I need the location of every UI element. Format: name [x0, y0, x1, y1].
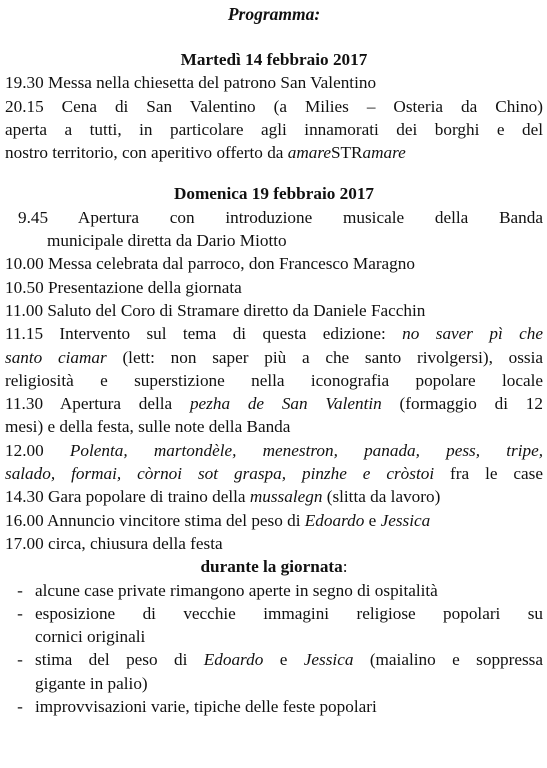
- sunday-item-race: 14.30 Gara popolare di traino della mussalegn (slitta da lavoro): [5, 487, 441, 507]
- tuesday-item-dinner: 20.15 Cena di San Valentino (a Milies – Osteria da Chino): [5, 96, 543, 116]
- sunday-item-cheese: 11.30 Apertura della pezha de San Valentin (formaggio di 12: [5, 394, 543, 414]
- tuesday-heading: Martedì 14 febbraio 2017: [180, 50, 368, 69]
- sunday-heading: Domenica 19 febbraio 2017: [173, 184, 375, 204]
- list-item: - improvvisazioni varie, tipiche delle feste popolari: [5, 695, 543, 718]
- sunday-item-food: 12.00 Polenta, martondèle, menestron, panada, pess, tripe,: [5, 440, 543, 460]
- sunday-item-cheese-cont: mesi) e della festa, sulle note della Banda: [5, 417, 291, 437]
- bullet-dash: -: [17, 603, 23, 623]
- sunday-item-winner: 16.00 Annuncio vincitore stima del peso di Edoardo e Jessica: [5, 510, 431, 530]
- list-item: - esposizione di vecchie immagini religiose popolari su cornici originali: [5, 602, 543, 649]
- sunday-item-opening: 9.45 Apertura con introduzione musicale della Banda: [18, 207, 543, 227]
- list-item: - alcune case private rimangono aperte in segno di ospitalità: [5, 579, 543, 602]
- bullet-dash: -: [17, 580, 23, 600]
- tuesday-item-mass: 19.30 Messa nella chiesetta del patrono San Valentino: [5, 73, 377, 93]
- sunday-item-presentation: 10.50 Presentazione della giornata: [5, 277, 242, 297]
- tuesday-item-dinner-cont: aperta a tutti, in particolare agli innamorati dei borghi e del: [5, 119, 543, 139]
- sunday-item-mass: 10.00 Messa celebrata dal parroco, don Francesco Maragno: [5, 254, 415, 274]
- sunday-item-opening-cont: municipale diretta da Dario Miotto: [47, 231, 287, 251]
- sunday-item-choir: 11.00 Saluto del Coro di Stramare diretto da Daniele Facchin: [5, 300, 426, 320]
- tuesday-item-dinner-end: nostro territorio, con aperitivo offerto da amareSTRamare: [5, 143, 406, 163]
- sunday-item-talk: 11.15 Intervento sul tema di questa edizione: no saver pì che: [5, 324, 543, 344]
- sunday-item-talk-cont: santo ciamar (lett: non saper più a che santo rivolgersi), ossia: [5, 347, 543, 367]
- during-day-heading: durante la giornata:: [200, 557, 348, 577]
- sunday-item-talk-end: religiosità e superstizione nella iconografia popolare locale: [5, 370, 543, 390]
- list-item: - stima del peso di Edoardo e Jessica (maialino e soppressa gigante in palio): [5, 648, 543, 695]
- bullet-dash: -: [17, 650, 23, 670]
- sunday-item-closing: 17.00 circa, chiusura della festa: [5, 533, 223, 553]
- bullet-dash: -: [17, 697, 23, 717]
- program-title: Programma:: [227, 4, 321, 24]
- sunday-item-food-cont: salado, formai, còrnoi sot graspa, pinzhe e cròstoi fra le case: [5, 464, 543, 484]
